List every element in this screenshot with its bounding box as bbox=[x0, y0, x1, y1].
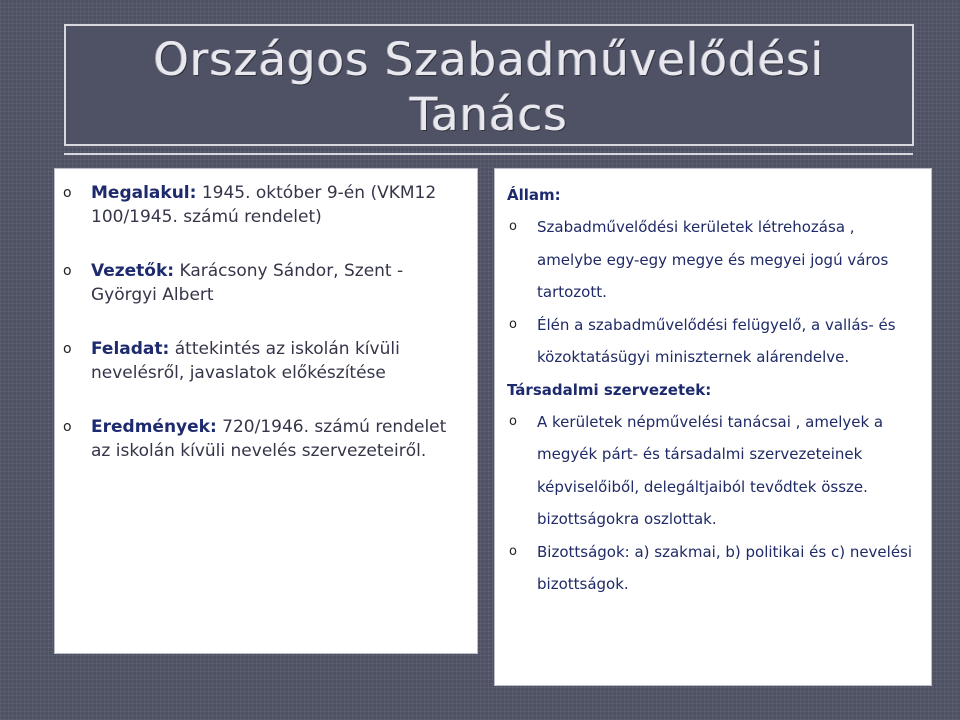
item-label: Megalakul: bbox=[91, 183, 197, 203]
left-content-box bbox=[54, 168, 478, 654]
bullet-icon: o bbox=[509, 413, 517, 429]
social-list bbox=[507, 406, 923, 601]
bullet-icon: o bbox=[509, 219, 517, 234]
bullet-icon: o bbox=[63, 263, 72, 279]
list-item bbox=[507, 536, 923, 601]
bullet-icon: o bbox=[63, 341, 72, 357]
state-list bbox=[507, 211, 923, 374]
item-text: áttekintés az iskolán kívüli nevelésről, javaslatok előkészítése bbox=[91, 339, 400, 383]
item-label: Vezetők: bbox=[91, 261, 175, 281]
list-item bbox=[507, 309, 923, 374]
title-line-2: Tanács bbox=[410, 88, 568, 141]
item-text: Bizottságok: a) szakmai, b) politikai és c) nevelési bizottságok. bbox=[537, 542, 913, 593]
bullet-icon: o bbox=[63, 419, 72, 435]
item-text: 1945. október 9-én (VKM12 100/1945. számú rendelet) bbox=[91, 183, 437, 227]
item-text: Élén a szabadművelődési felügyelő, a vallás- és közoktatásügyi miniszternek alárendelve. bbox=[537, 315, 896, 366]
item-text: A kerületek népművelési tanácsai , amelyek a megyék párt- és társadalmi szervezeteinek képviselőiből, delegáltjaiból tevődtek össze. bizottságokra oszlottak. bbox=[537, 412, 884, 528]
list-item bbox=[55, 337, 477, 385]
item-text: Szabadművelődési kerületek létrehozása , amelybe egy-egy megye és megyei jogú város tartozott. bbox=[537, 218, 889, 301]
title-box bbox=[64, 24, 914, 146]
list-item bbox=[55, 181, 477, 229]
left-bullet-list bbox=[55, 169, 477, 463]
list-item bbox=[55, 415, 477, 463]
bullet-icon: o bbox=[63, 185, 72, 201]
bullet-icon: o bbox=[509, 316, 517, 332]
state-heading: Állam: bbox=[507, 186, 561, 204]
list-item bbox=[507, 211, 923, 309]
item-text: Karácsony Sándor, Szent - Györgyi Albert bbox=[91, 261, 404, 305]
slide-title bbox=[66, 32, 912, 142]
item-label: Eredmények: bbox=[91, 417, 217, 437]
social-heading: Társadalmi szervezetek: bbox=[507, 380, 712, 399]
right-content-box bbox=[494, 168, 932, 686]
list-item bbox=[507, 406, 923, 536]
bullet-icon: o bbox=[509, 543, 517, 559]
item-text: 720/1946. számú rendelet az iskolán kívüli nevelés szervezeteiről. bbox=[91, 417, 447, 461]
item-label: Feladat: bbox=[91, 339, 170, 359]
title-line-1: Országos Szabadművelődési bbox=[153, 33, 825, 86]
list-item bbox=[55, 259, 477, 307]
title-divider bbox=[64, 153, 913, 155]
